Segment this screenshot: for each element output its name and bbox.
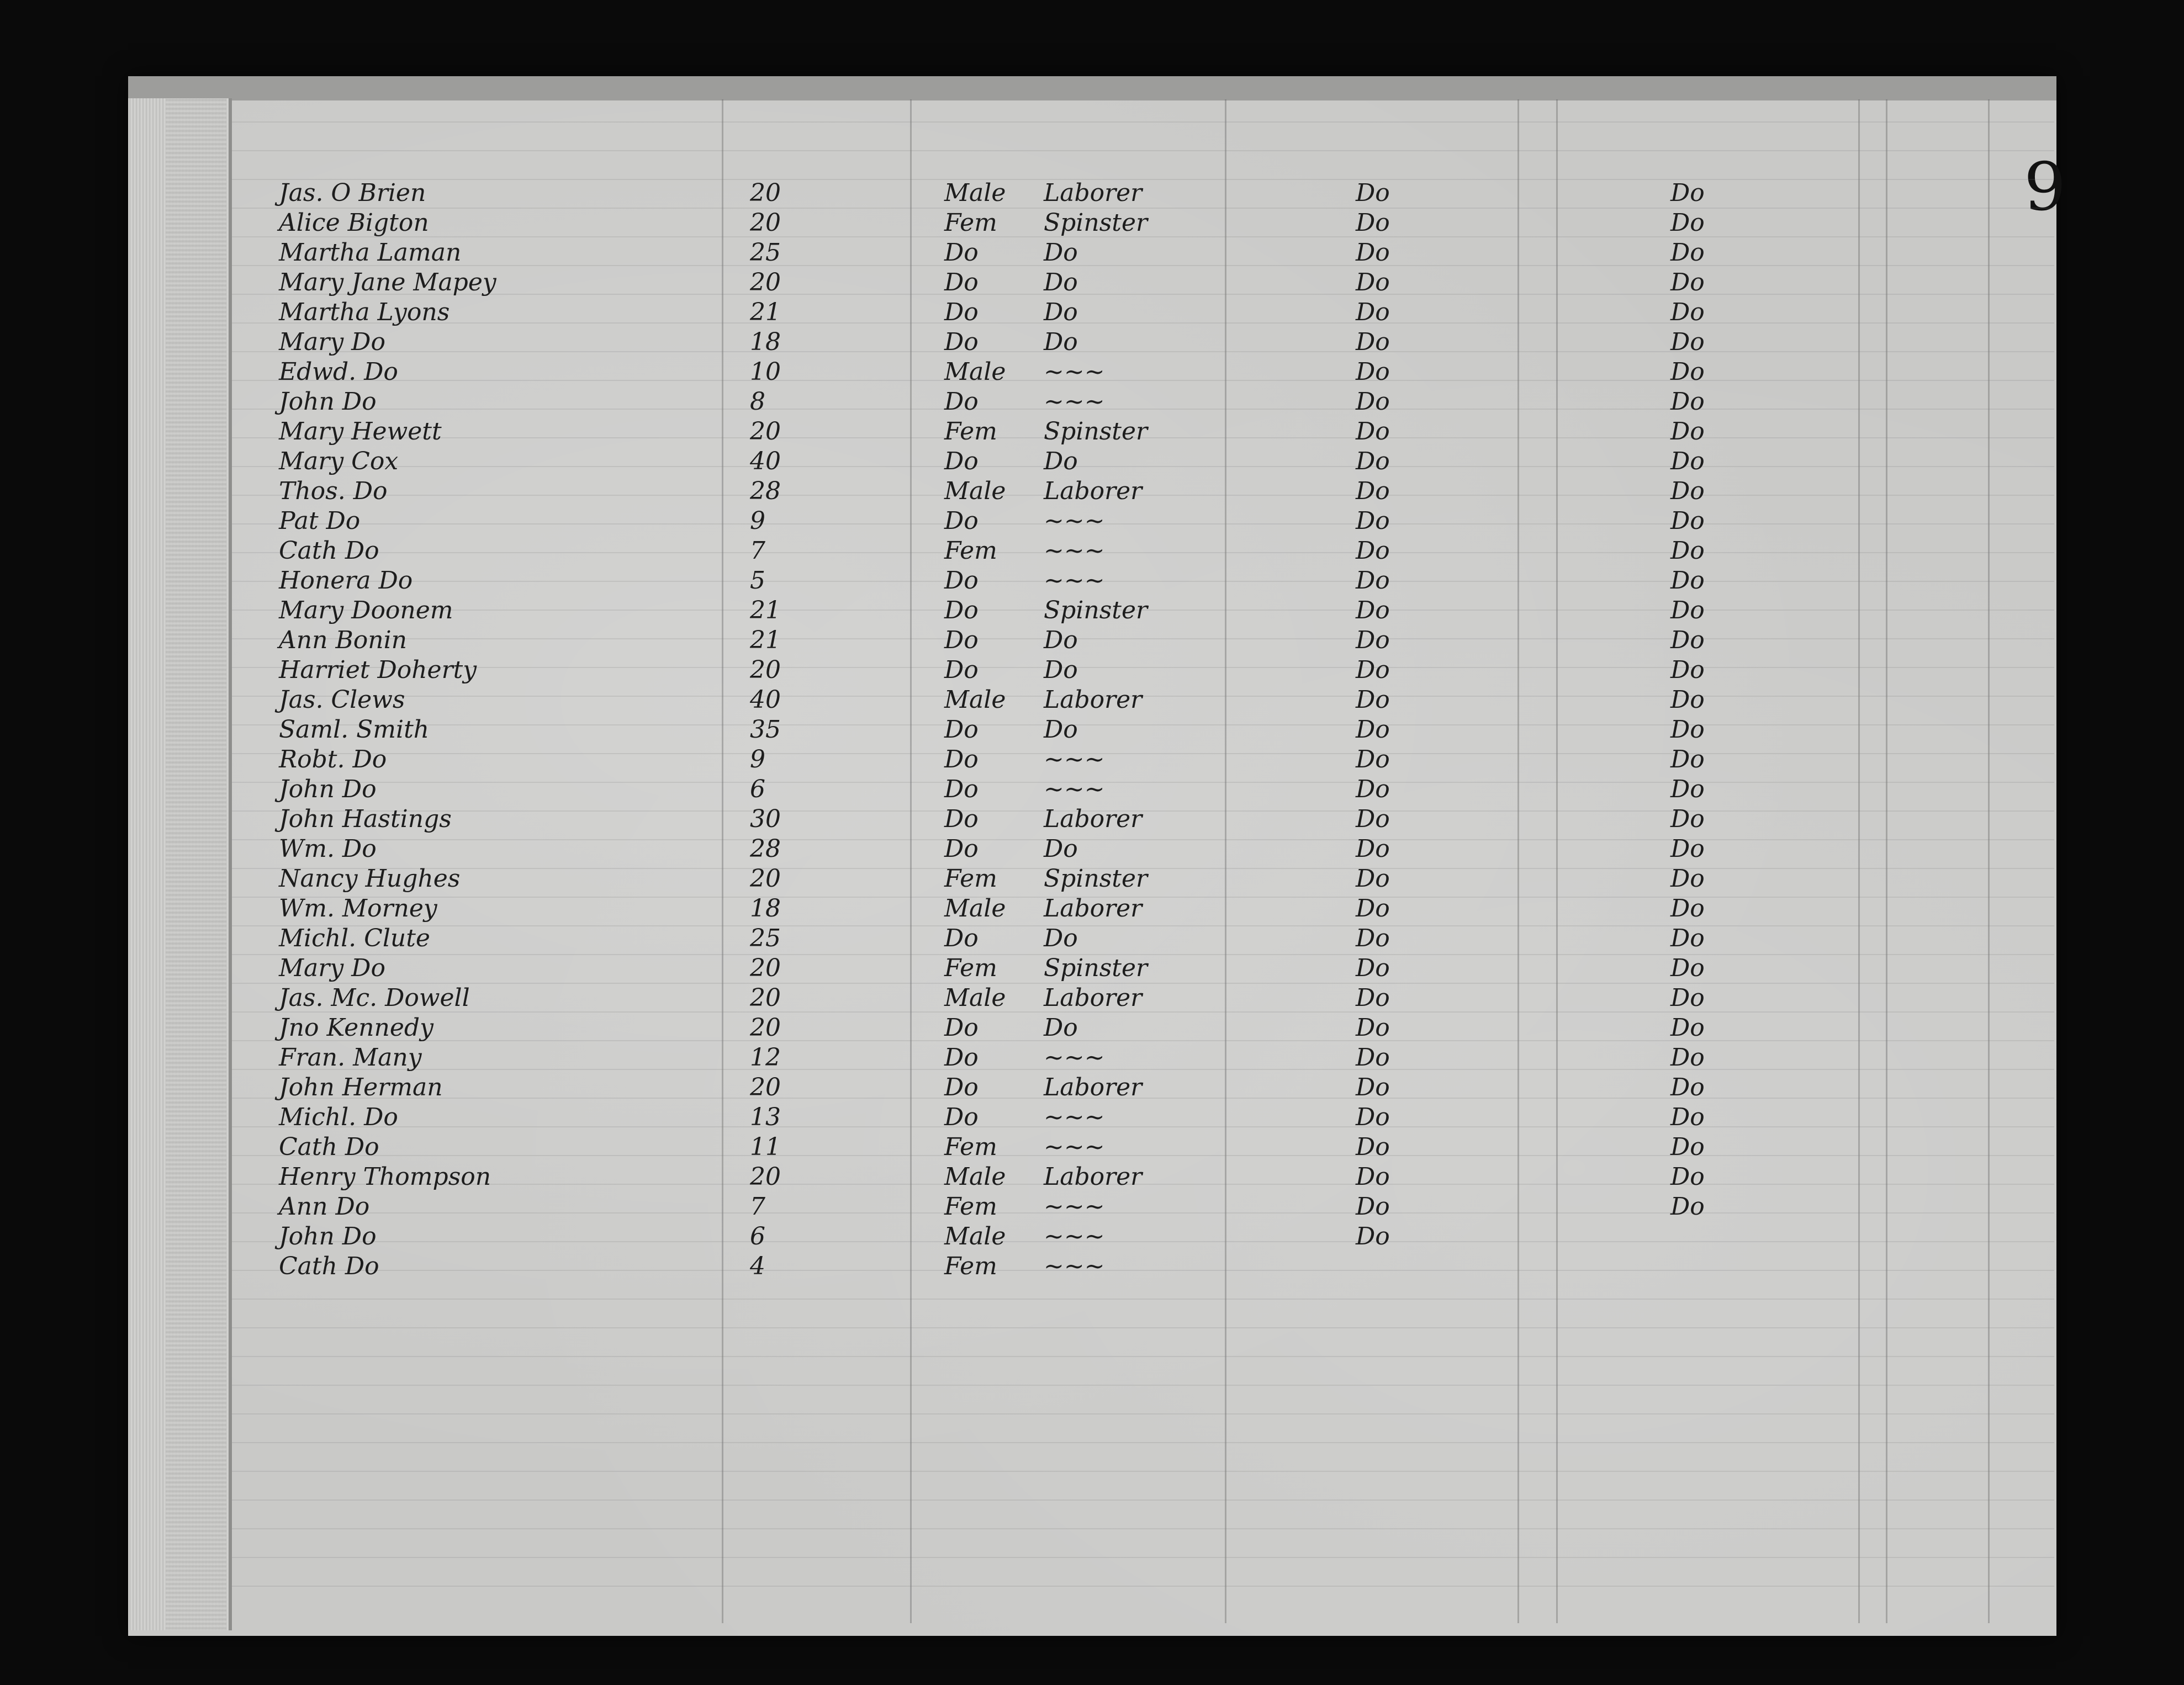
entry-ditto-col5: Do [1356,1133,1390,1161]
entry-name: Fran. Many [279,1043,422,1072]
ledger-row [0,983,2184,1014]
entry-occupation: Laborer [1044,805,1143,833]
entry-sex: Fem [944,954,997,982]
entry-occupation: ~~~ [1044,1252,1105,1280]
entry-ditto-col6: Do [1670,388,1705,416]
entry-ditto-col6: Do [1670,626,1705,654]
entry-age: 20 [750,417,781,446]
entry-name: Saml. Smith [279,716,430,744]
entry-ditto-col6: Do [1670,239,1705,267]
ledger-row [0,1221,2184,1252]
entry-sex: Male [944,1222,1006,1250]
entry-age: 28 [750,835,781,863]
entry-age: 12 [750,1043,781,1072]
entry-age: 25 [750,924,781,952]
entry-age: 35 [750,716,781,744]
entry-ditto-col6: Do [1670,1073,1705,1101]
entry-name: Mary Hewett [279,417,442,446]
entry-ditto-col6: Do [1670,835,1705,863]
row-rule [232,1471,2054,1472]
ledger-row [0,893,2184,924]
entry-ditto-col6: Do [1670,775,1705,803]
entry-age: 30 [750,805,781,833]
entry-age: 20 [750,1014,781,1042]
entry-sex: Fem [944,1193,997,1221]
entry-ditto-col6: Do [1670,268,1705,296]
entry-sex: Do [944,1103,979,1131]
entry-sex: Do [944,1043,979,1072]
entry-ditto-col5: Do [1356,626,1390,654]
row-rule [232,121,2054,123]
entry-ditto-col6: Do [1670,417,1705,446]
ledger-row [0,386,2184,417]
entry-sex: Do [944,835,979,863]
row-rule [232,1385,2054,1386]
ledger-row [0,834,2184,865]
entry-ditto-col5: Do [1356,865,1390,893]
entry-name: Alice Bigton [279,209,429,237]
entry-name: Nancy Hughes [279,865,461,893]
entry-occupation: Laborer [1044,984,1143,1012]
entry-sex: Do [944,745,979,773]
row-rule [232,1413,2054,1414]
entry-ditto-col6: Do [1670,1043,1705,1072]
entry-occupation: Laborer [1044,894,1143,923]
entry-occupation: Spinster [1044,954,1148,982]
entry-age: 8 [750,388,765,416]
entry-sex: Do [944,626,979,654]
entry-ditto-col5: Do [1356,954,1390,982]
ledger-row [0,446,2184,477]
entry-occupation: Laborer [1044,686,1143,714]
ledger-row [0,208,2184,239]
entry-ditto-col5: Do [1356,447,1390,475]
entry-ditto-col6: Do [1670,566,1705,595]
entry-occupation: Do [1044,239,1078,267]
entry-sex: Do [944,1014,979,1042]
entry-age: 21 [750,596,781,624]
row-rule [232,1442,2054,1443]
entry-ditto-col6: Do [1670,209,1705,237]
entry-sex: Fem [944,865,997,893]
entry-occupation: Laborer [1044,1163,1143,1191]
ledger-row [0,774,2184,805]
entry-occupation: Do [1044,924,1078,952]
ledger-row [0,327,2184,358]
entry-name: Jas. Clews [279,686,405,714]
entry-age: 7 [750,537,765,565]
row-rule [232,1327,2054,1328]
entry-ditto-col5: Do [1356,1014,1390,1042]
entry-occupation: Spinster [1044,596,1148,624]
entry-age: 20 [750,209,781,237]
ledger-row [0,506,2184,537]
page-top-edge [128,76,2056,100]
entry-ditto-col5: Do [1356,239,1390,267]
entry-ditto-col5: Do [1356,1163,1390,1191]
entry-ditto-col5: Do [1356,656,1390,684]
ledger-row [0,1013,2184,1043]
entry-sex: Male [944,984,1006,1012]
entry-name: Cath Do [279,537,379,565]
ledger-row [0,416,2184,447]
entry-occupation: ~~~ [1044,745,1105,773]
entry-occupation: ~~~ [1044,388,1105,416]
entry-name: Mary Do [279,954,385,982]
entry-ditto-col6: Do [1670,328,1705,356]
entry-ditto-col5: Do [1356,268,1390,296]
row-rule [232,1499,2054,1501]
entry-age: 7 [750,1193,765,1221]
ledger-row [0,178,2184,209]
entry-occupation: ~~~ [1044,1133,1105,1161]
entry-ditto-col6: Do [1670,716,1705,744]
entry-ditto-col6: Do [1670,894,1705,923]
ledger-row [0,536,2184,566]
entry-age: 20 [750,984,781,1012]
entry-sex: Male [944,358,1006,386]
entry-sex: Do [944,1073,979,1101]
entry-name: Cath Do [279,1252,379,1280]
entry-sex: Do [944,566,979,595]
ledger-row [0,685,2184,716]
entry-name: Pat Do [279,507,361,535]
ledger-row [0,1132,2184,1163]
entry-name: Wm. Morney [279,894,437,923]
entry-ditto-col5: Do [1356,388,1390,416]
entry-occupation: ~~~ [1044,775,1105,803]
entry-ditto-col6: Do [1670,1103,1705,1131]
entry-ditto-col5: Do [1356,775,1390,803]
entry-name: Mary Doonem [279,596,453,624]
entry-occupation: Laborer [1044,179,1143,207]
ledger-row [0,565,2184,596]
entry-ditto-col6: Do [1670,984,1705,1012]
row-rule [232,150,2054,151]
entry-sex: Fem [944,537,997,565]
entry-occupation: ~~~ [1044,1222,1105,1250]
entry-name: Jas. Mc. Dowell [279,984,470,1012]
entry-sex: Male [944,179,1006,207]
entry-age: 5 [750,566,765,595]
entry-name: Robt. Do [279,745,387,773]
entry-age: 20 [750,865,781,893]
entry-name: Cath Do [279,1133,379,1161]
ledger-row [0,1251,2184,1282]
entry-name: Mary Do [279,328,385,356]
entry-sex: Fem [944,209,997,237]
row-rule [232,1356,2054,1357]
entry-sex: Do [944,507,979,535]
entry-ditto-col6: Do [1670,537,1705,565]
entry-sex: Do [944,268,979,296]
entry-ditto-col6: Do [1670,924,1705,952]
entry-ditto-col5: Do [1356,507,1390,535]
entry-occupation: ~~~ [1044,1043,1105,1072]
entry-occupation: Laborer [1044,477,1143,505]
ledger-row [0,267,2184,298]
entry-ditto-col6: Do [1670,477,1705,505]
entry-ditto-col5: Do [1356,209,1390,237]
entry-name: Mary Jane Mapey [279,268,496,296]
entry-ditto-col5: Do [1356,716,1390,744]
entry-ditto-col6: Do [1670,656,1705,684]
entry-occupation: Spinster [1044,209,1148,237]
entry-age: 10 [750,358,781,386]
entry-name: Honera Do [279,566,413,595]
entry-name: John Herman [279,1073,443,1101]
entry-ditto-col5: Do [1356,1103,1390,1131]
ledger-row [0,357,2184,388]
entry-age: 28 [750,477,781,505]
entry-sex: Do [944,388,979,416]
entry-sex: Fem [944,1133,997,1161]
entry-name: John Do [279,1222,377,1250]
entry-occupation: ~~~ [1044,358,1105,386]
entry-sex: Do [944,924,979,952]
entry-name: Michl. Do [279,1103,398,1131]
entry-age: 20 [750,179,781,207]
entry-ditto-col5: Do [1356,924,1390,952]
entry-name: Henry Thompson [279,1163,491,1191]
entry-occupation: ~~~ [1044,1103,1105,1131]
ledger-row [0,804,2184,835]
entry-sex: Do [944,805,979,833]
row-rule [232,1299,2054,1300]
entry-name: Jno Kennedy [279,1014,433,1042]
entry-age: 20 [750,268,781,296]
entry-age: 18 [750,328,781,356]
entry-age: 20 [750,1073,781,1101]
entry-sex: Do [944,239,979,267]
entry-age: 21 [750,298,781,326]
entry-ditto-col6: Do [1670,447,1705,475]
entry-sex: Do [944,656,979,684]
entry-age: 18 [750,894,781,923]
entry-ditto-col6: Do [1670,1133,1705,1161]
entry-occupation: Do [1044,298,1078,326]
entry-age: 6 [750,1222,765,1250]
entry-occupation: Spinster [1044,865,1148,893]
entry-occupation: Laborer [1044,1073,1143,1101]
entry-ditto-col5: Do [1356,1043,1390,1072]
entry-age: 11 [750,1133,781,1161]
entry-ditto-col6: Do [1670,686,1705,714]
entry-age: 20 [750,1163,781,1191]
entry-age: 20 [750,954,781,982]
entry-ditto-col5: Do [1356,298,1390,326]
entry-name: Wm. Do [279,835,377,863]
entry-ditto-col6: Do [1670,1163,1705,1191]
entry-name: Mary Cox [279,447,399,475]
entry-age: 6 [750,775,765,803]
entry-ditto-col6: Do [1670,805,1705,833]
entry-ditto-col6: Do [1670,745,1705,773]
entry-occupation: ~~~ [1044,507,1105,535]
entry-ditto-col6: Do [1670,179,1705,207]
ledger-row [0,595,2184,626]
ledger-row [0,744,2184,775]
entry-age: 40 [750,447,781,475]
entry-occupation: Spinster [1044,417,1148,446]
ledger-row [0,863,2184,894]
entry-ditto-col5: Do [1356,596,1390,624]
entry-age: 4 [750,1252,765,1280]
entry-sex: Do [944,596,979,624]
ledger-row [0,625,2184,656]
ledger-row [0,655,2184,686]
entry-name: John Do [279,388,377,416]
entry-age: 25 [750,239,781,267]
entry-sex: Male [944,477,1006,505]
entry-sex: Do [944,298,979,326]
entry-occupation: Do [1044,268,1078,296]
entry-name: John Do [279,775,377,803]
entry-age: 13 [750,1103,781,1131]
entry-occupation: Do [1044,835,1078,863]
entry-name: Ann Bonin [279,626,408,654]
row-rule [232,1557,2054,1558]
entry-occupation: ~~~ [1044,566,1105,595]
entry-sex: Do [944,447,979,475]
entry-name: Ann Do [279,1193,370,1221]
entry-occupation: Do [1044,626,1078,654]
ledger-row [0,1102,2184,1133]
entry-ditto-col5: Do [1356,566,1390,595]
ledger-row [0,1042,2184,1073]
entry-occupation: ~~~ [1044,1193,1105,1221]
entry-age: 21 [750,626,781,654]
entry-ditto-col5: Do [1356,417,1390,446]
entry-name: Edwd. Do [279,358,398,386]
row-rule [232,1586,2054,1587]
entry-sex: Do [944,328,979,356]
entry-ditto-col5: Do [1356,805,1390,833]
entry-name: Michl. Clute [279,924,430,952]
entry-name: Harriet Doherty [279,656,477,684]
entry-name: Martha Lyons [279,298,450,326]
entry-ditto-col5: Do [1356,328,1390,356]
entry-occupation: Do [1044,447,1078,475]
entry-ditto-col6: Do [1670,1193,1705,1221]
entry-ditto-col6: Do [1670,298,1705,326]
ledger-row [0,297,2184,328]
entry-name: Jas. O Brien [279,179,426,207]
entry-sex: Do [944,775,979,803]
entry-sex: Do [944,716,979,744]
entry-occupation: Do [1044,656,1078,684]
entry-sex: Male [944,686,1006,714]
row-rule [232,1528,2054,1529]
entry-ditto-col6: Do [1670,596,1705,624]
entry-ditto-col5: Do [1356,358,1390,386]
entry-occupation: Do [1044,716,1078,744]
entry-name: John Hastings [279,805,452,833]
entry-ditto-col6: Do [1670,358,1705,386]
entry-ditto-col5: Do [1356,984,1390,1012]
entry-occupation: ~~~ [1044,537,1105,565]
entry-ditto-col6: Do [1670,865,1705,893]
entry-ditto-col5: Do [1356,1193,1390,1221]
entry-age: 9 [750,745,765,773]
entry-ditto-col5: Do [1356,477,1390,505]
entry-ditto-col5: Do [1356,745,1390,773]
entry-sex: Fem [944,417,997,446]
entry-occupation: Do [1044,328,1078,356]
ledger-row [0,714,2184,745]
entry-name: Martha Laman [279,239,462,267]
entry-sex: Fem [944,1252,997,1280]
entry-sex: Male [944,1163,1006,1191]
ledger-row [0,1072,2184,1103]
entry-age: 20 [750,656,781,684]
entry-ditto-col6: Do [1670,1014,1705,1042]
page-number: 9 [2024,149,2066,226]
ledger-row [0,1191,2184,1222]
ledger-row [0,476,2184,507]
ledger-row [0,953,2184,984]
ledger-row [0,237,2184,268]
entry-age: 40 [750,686,781,714]
entry-ditto-col5: Do [1356,835,1390,863]
entry-ditto-col5: Do [1356,1222,1390,1250]
entry-ditto-col5: Do [1356,894,1390,923]
entry-ditto-col5: Do [1356,686,1390,714]
entry-sex: Male [944,894,1006,923]
entry-occupation: Do [1044,1014,1078,1042]
ledger-row [0,1162,2184,1193]
entry-ditto-col6: Do [1670,954,1705,982]
entry-ditto-col5: Do [1356,1073,1390,1101]
ledger-row [0,923,2184,954]
entry-name: Thos. Do [279,477,388,505]
entry-age: 9 [750,507,765,535]
entry-ditto-col5: Do [1356,179,1390,207]
entry-ditto-col6: Do [1670,507,1705,535]
entry-ditto-col5: Do [1356,537,1390,565]
